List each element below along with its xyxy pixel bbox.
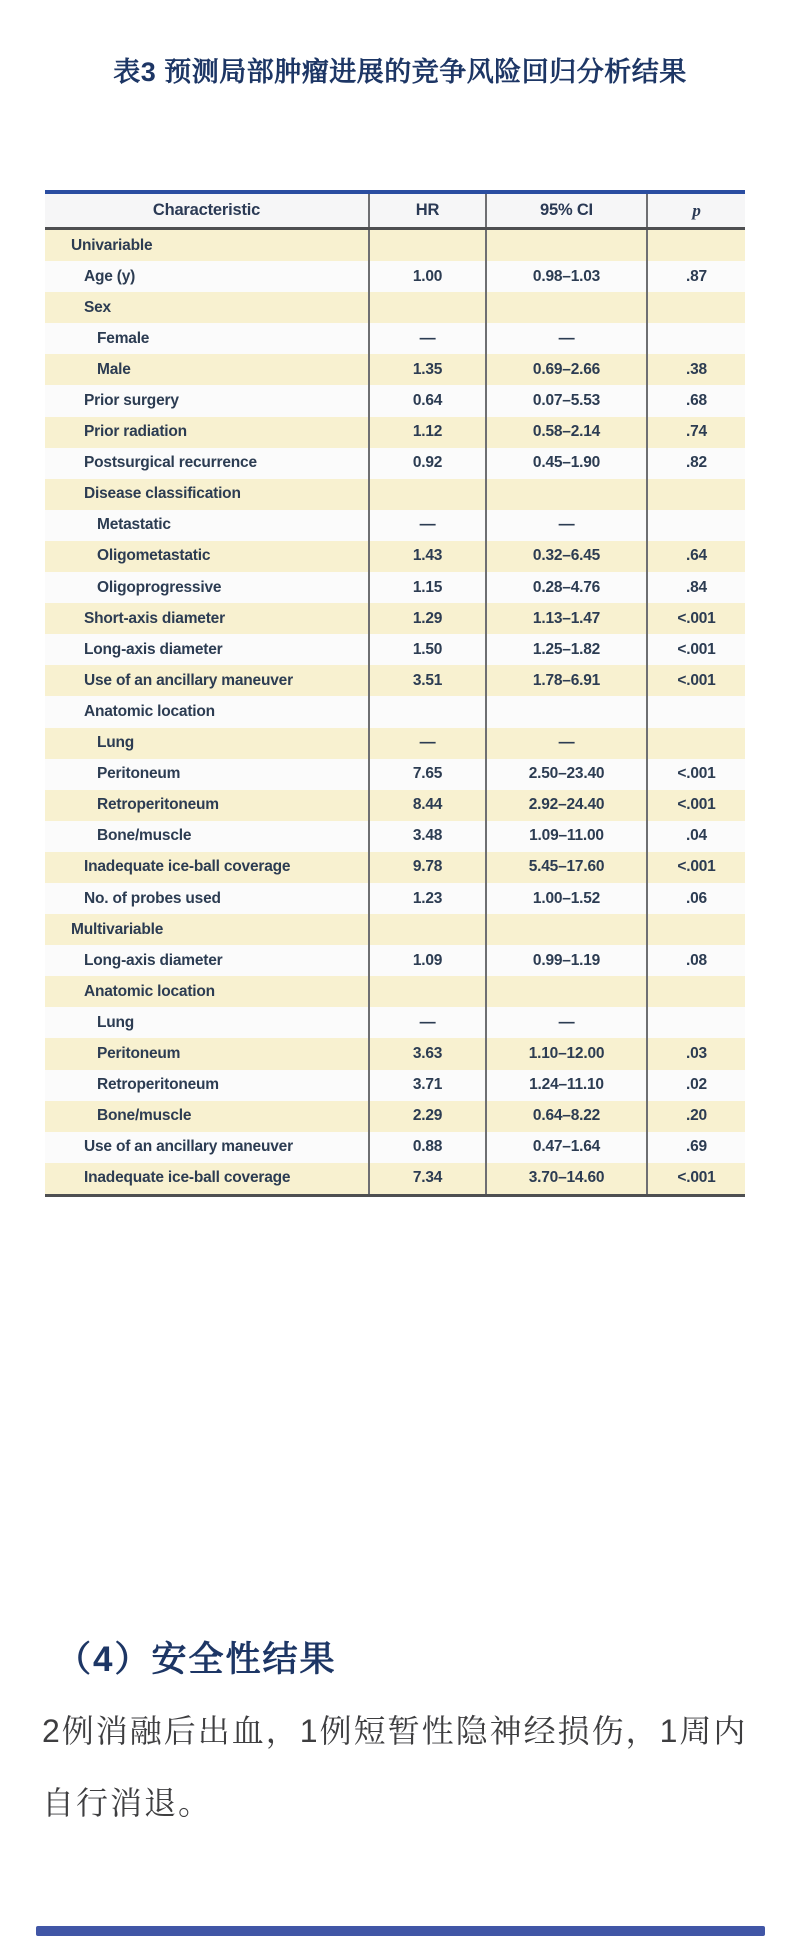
hr-cell: 1.50 bbox=[370, 634, 487, 665]
table-row bbox=[45, 479, 745, 510]
ci-cell: 0.28–4.76 bbox=[487, 572, 648, 603]
table-row bbox=[45, 261, 745, 292]
ci-cell bbox=[487, 230, 648, 261]
p-cell bbox=[648, 976, 745, 1007]
p-cell: .20 bbox=[686, 1107, 707, 1125]
header-p: p bbox=[692, 200, 701, 220]
characteristic-cell: Inadequate ice-ball coverage bbox=[45, 852, 370, 883]
ci-cell: 0.64–8.22 bbox=[487, 1101, 648, 1132]
table-row bbox=[45, 1132, 745, 1163]
characteristic-cell: Short-axis diameter bbox=[45, 603, 370, 634]
body-text-line: 自行消退。 bbox=[42, 1785, 213, 1821]
table-row bbox=[45, 634, 745, 665]
table-body bbox=[45, 230, 745, 1194]
p-cell: <.001 bbox=[677, 765, 716, 783]
table-row bbox=[45, 852, 745, 883]
section-heading: （4）安全性结果 bbox=[56, 1640, 337, 1679]
characteristic-cell: Retroperitoneum bbox=[45, 1070, 370, 1101]
ci-cell: 5.45–17.60 bbox=[487, 852, 648, 883]
ci-cell bbox=[487, 914, 648, 945]
characteristic-cell: Oligometastatic bbox=[45, 541, 370, 572]
body-text-line: 2例消融后出血，1例短暂性隐神经损伤，1周内 bbox=[42, 1713, 748, 1749]
ci-cell: 1.25–1.82 bbox=[487, 634, 648, 665]
characteristic-cell: Peritoneum bbox=[45, 1038, 370, 1069]
table-row bbox=[45, 603, 745, 634]
characteristic-cell: Use of an ancillary maneuver bbox=[45, 1132, 370, 1163]
results-table bbox=[45, 190, 745, 1197]
p-cell: <.001 bbox=[677, 609, 716, 627]
characteristic-cell: Prior surgery bbox=[45, 385, 370, 416]
characteristic-cell: Metastatic bbox=[45, 510, 370, 541]
p-cell bbox=[648, 323, 745, 354]
table-row bbox=[45, 417, 745, 448]
characteristic-cell: Bone/muscle bbox=[45, 1101, 370, 1132]
hr-cell: — bbox=[370, 323, 487, 354]
ci-cell bbox=[487, 479, 648, 510]
p-cell: <.001 bbox=[677, 858, 716, 876]
p-cell: .06 bbox=[686, 889, 707, 907]
hr-cell: 9.78 bbox=[370, 852, 487, 883]
hr-cell: 1.09 bbox=[370, 945, 487, 976]
hr-cell bbox=[370, 292, 487, 323]
table-row bbox=[45, 945, 745, 976]
table-row bbox=[45, 665, 745, 696]
characteristic-cell: Prior radiation bbox=[45, 417, 370, 448]
table-row bbox=[45, 696, 745, 727]
table-row bbox=[45, 292, 745, 323]
p-cell: .82 bbox=[686, 454, 707, 472]
table-row bbox=[45, 385, 745, 416]
p-cell bbox=[648, 914, 745, 945]
table-row bbox=[45, 448, 745, 479]
ci-cell: 1.00–1.52 bbox=[487, 883, 648, 914]
hr-cell: 1.00 bbox=[370, 261, 487, 292]
hr-cell: 1.43 bbox=[370, 541, 487, 572]
characteristic-cell: Age (y) bbox=[45, 261, 370, 292]
hr-cell: 3.48 bbox=[370, 821, 487, 852]
ci-cell: 1.10–12.00 bbox=[487, 1038, 648, 1069]
table-row bbox=[45, 354, 745, 385]
hr-cell bbox=[370, 914, 487, 945]
ci-cell: — bbox=[487, 728, 648, 759]
characteristic-cell: No. of probes used bbox=[45, 883, 370, 914]
ci-cell: 2.92–24.40 bbox=[487, 790, 648, 821]
ci-cell: 1.24–11.10 bbox=[487, 1070, 648, 1101]
p-cell: <.001 bbox=[677, 1169, 716, 1187]
hr-cell: 3.51 bbox=[370, 665, 487, 696]
hr-cell: 7.65 bbox=[370, 759, 487, 790]
table-row bbox=[45, 323, 745, 354]
table-header-row bbox=[45, 194, 745, 230]
p-cell: .84 bbox=[686, 578, 707, 596]
characteristic-cell: Anatomic location bbox=[45, 696, 370, 727]
table-row bbox=[45, 230, 745, 261]
characteristic-cell: Female bbox=[45, 323, 370, 354]
header-characteristic: Characteristic bbox=[45, 194, 370, 227]
p-cell bbox=[648, 1007, 745, 1038]
characteristic-cell: Univariable bbox=[45, 230, 370, 261]
table-row bbox=[45, 1007, 745, 1038]
p-cell bbox=[648, 230, 745, 261]
ci-cell bbox=[487, 292, 648, 323]
characteristic-cell: Retroperitoneum bbox=[45, 790, 370, 821]
table-row bbox=[45, 821, 745, 852]
hr-cell: 1.35 bbox=[370, 354, 487, 385]
hr-cell: 2.29 bbox=[370, 1101, 487, 1132]
hr-cell: — bbox=[370, 510, 487, 541]
p-cell: .64 bbox=[686, 547, 707, 565]
ci-cell: 0.45–1.90 bbox=[487, 448, 648, 479]
characteristic-cell: Lung bbox=[45, 728, 370, 759]
ci-cell: 0.99–1.19 bbox=[487, 945, 648, 976]
ci-cell: 0.58–2.14 bbox=[487, 417, 648, 448]
ci-cell: — bbox=[487, 1007, 648, 1038]
ci-cell: 1.13–1.47 bbox=[487, 603, 648, 634]
table-row bbox=[45, 541, 745, 572]
p-cell bbox=[648, 292, 745, 323]
characteristic-cell: Male bbox=[45, 354, 370, 385]
hr-cell: 1.29 bbox=[370, 603, 487, 634]
p-cell: .38 bbox=[686, 360, 707, 378]
hr-cell: 0.64 bbox=[370, 385, 487, 416]
p-cell: .69 bbox=[686, 1138, 707, 1156]
ci-cell: 0.47–1.64 bbox=[487, 1132, 648, 1163]
characteristic-cell: Anatomic location bbox=[45, 976, 370, 1007]
ci-cell: 0.98–1.03 bbox=[487, 261, 648, 292]
ci-cell: 2.50–23.40 bbox=[487, 759, 648, 790]
ci-cell bbox=[487, 976, 648, 1007]
hr-cell: 1.23 bbox=[370, 883, 487, 914]
p-cell: <.001 bbox=[677, 671, 716, 689]
header-95ci: 95% CI bbox=[487, 194, 648, 227]
characteristic-cell: Disease classification bbox=[45, 479, 370, 510]
characteristic-cell: Multivariable bbox=[45, 914, 370, 945]
table-row bbox=[45, 1101, 745, 1132]
p-cell: <.001 bbox=[677, 640, 716, 658]
header-hr: HR bbox=[370, 194, 487, 227]
hr-cell: — bbox=[370, 728, 487, 759]
ci-cell: — bbox=[487, 510, 648, 541]
ci-cell: 0.69–2.66 bbox=[487, 354, 648, 385]
hr-cell: 1.12 bbox=[370, 417, 487, 448]
characteristic-cell: Bone/muscle bbox=[45, 821, 370, 852]
ci-cell: 0.32–6.45 bbox=[487, 541, 648, 572]
p-cell: .02 bbox=[686, 1076, 707, 1094]
characteristic-cell: Inadequate ice-ball coverage bbox=[45, 1163, 370, 1194]
characteristic-cell: Use of an ancillary maneuver bbox=[45, 665, 370, 696]
table-row bbox=[45, 1163, 745, 1194]
table-row bbox=[45, 1070, 745, 1101]
p-cell: .03 bbox=[686, 1044, 707, 1062]
hr-cell: 1.15 bbox=[370, 572, 487, 603]
ci-cell: 3.70–14.60 bbox=[487, 1163, 648, 1194]
hr-cell bbox=[370, 230, 487, 261]
ci-cell: 1.09–11.00 bbox=[487, 821, 648, 852]
characteristic-cell: Lung bbox=[45, 1007, 370, 1038]
p-cell bbox=[648, 510, 745, 541]
footer-accent-bar bbox=[36, 1926, 765, 1936]
p-cell: .87 bbox=[686, 267, 707, 285]
table-row bbox=[45, 790, 745, 821]
table-row bbox=[45, 759, 745, 790]
hr-cell: — bbox=[370, 1007, 487, 1038]
p-cell bbox=[648, 696, 745, 727]
table-caption: 表3 预测局部肿瘤进展的竞争风险回归分析结果 bbox=[113, 57, 687, 87]
p-cell: .08 bbox=[686, 951, 707, 969]
characteristic-cell: Sex bbox=[45, 292, 370, 323]
ci-cell: 1.78–6.91 bbox=[487, 665, 648, 696]
table-row bbox=[45, 728, 745, 759]
characteristic-cell: Long-axis diameter bbox=[45, 945, 370, 976]
hr-cell: 3.63 bbox=[370, 1038, 487, 1069]
p-cell bbox=[648, 479, 745, 510]
hr-cell: 8.44 bbox=[370, 790, 487, 821]
characteristic-cell: Postsurgical recurrence bbox=[45, 448, 370, 479]
hr-cell: 0.92 bbox=[370, 448, 487, 479]
table-row bbox=[45, 572, 745, 603]
ci-cell bbox=[487, 696, 648, 727]
hr-cell: 7.34 bbox=[370, 1163, 487, 1194]
hr-cell bbox=[370, 696, 487, 727]
p-cell: .74 bbox=[686, 423, 707, 441]
p-cell bbox=[648, 728, 745, 759]
hr-cell bbox=[370, 479, 487, 510]
table-row bbox=[45, 883, 745, 914]
hr-cell bbox=[370, 976, 487, 1007]
p-cell: .04 bbox=[686, 827, 707, 845]
table-row bbox=[45, 976, 745, 1007]
p-cell: .68 bbox=[686, 392, 707, 410]
table-row bbox=[45, 914, 745, 945]
ci-cell: — bbox=[487, 323, 648, 354]
table-row bbox=[45, 510, 745, 541]
hr-cell: 0.88 bbox=[370, 1132, 487, 1163]
p-cell: <.001 bbox=[677, 796, 716, 814]
characteristic-cell: Oligoprogressive bbox=[45, 572, 370, 603]
hr-cell: 3.71 bbox=[370, 1070, 487, 1101]
characteristic-cell: Long-axis diameter bbox=[45, 634, 370, 665]
characteristic-cell: Peritoneum bbox=[45, 759, 370, 790]
ci-cell: 0.07–5.53 bbox=[487, 385, 648, 416]
table-row bbox=[45, 1038, 745, 1069]
